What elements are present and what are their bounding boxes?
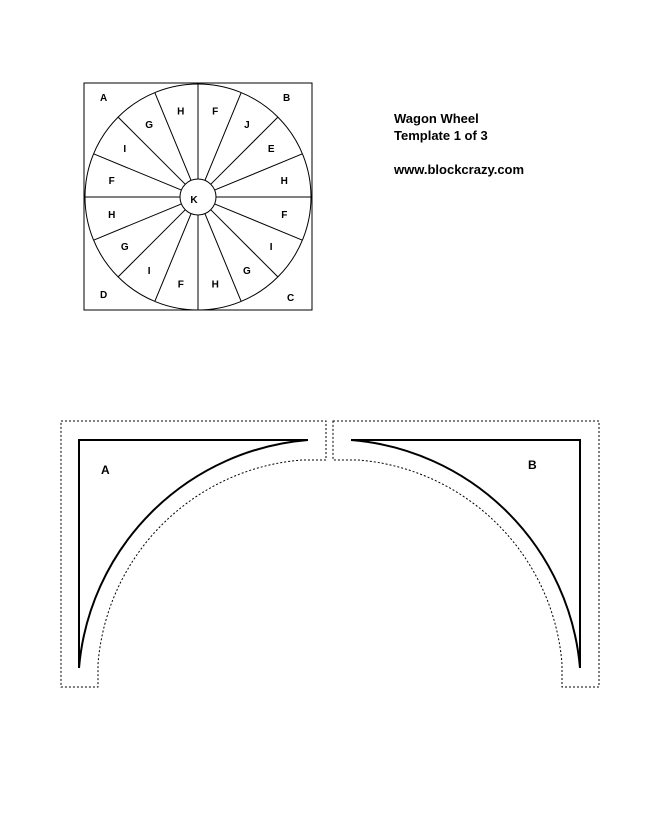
wheel-spoke [94,154,182,190]
piece-a-corner-edge [79,440,308,668]
wheel-spoke [215,204,303,240]
template-subtitle: Template 1 of 3 [394,128,488,143]
piece-b-label: B [528,458,537,472]
piece-a-label: A [101,463,110,477]
segment-label: I [123,144,127,156]
wheel-spoke [205,214,241,302]
piece-a-cutting-line [61,421,326,687]
segment-label: J [244,119,250,131]
corner-label-d: D [100,290,108,301]
segment-label: F [177,279,184,291]
piece-b-corner-edge [351,440,580,668]
segment-label: F [281,210,288,222]
segment-label: G [120,241,129,253]
wheel-spoke [215,154,303,190]
segment-label: H [108,210,116,222]
wheel-spoke [155,214,191,302]
segment-label: I [147,266,151,278]
segment-label: H [280,175,288,187]
wheel-spoke [205,93,241,181]
segment-label: G [243,266,251,278]
segment-label: G [145,119,153,131]
hub-label-k: K [190,195,198,206]
piece-b-cutting-line [333,421,599,687]
website-url: www.blockcrazy.com [394,162,525,177]
corner-label-c: C [287,293,295,304]
piece-a-arc-seam [79,440,308,668]
segment-label: F [212,106,219,118]
corner-label-b: B [283,93,291,104]
wheel-spoke [94,204,182,240]
segment-label: H [177,106,185,118]
template-piece-a [61,421,326,687]
wheel-block-diagram [84,83,312,310]
wheel-hub [180,179,216,215]
corner-label-a: A [100,93,108,104]
segment-label: I [269,241,273,253]
template-title: Wagon Wheel [394,111,479,126]
segment-label: F [108,175,115,187]
piece-b-arc-seam [351,440,580,668]
segment-label: H [211,279,219,291]
segment-label: E [267,144,275,156]
wheel-spoke [155,93,191,181]
template-piece-b [333,421,599,687]
